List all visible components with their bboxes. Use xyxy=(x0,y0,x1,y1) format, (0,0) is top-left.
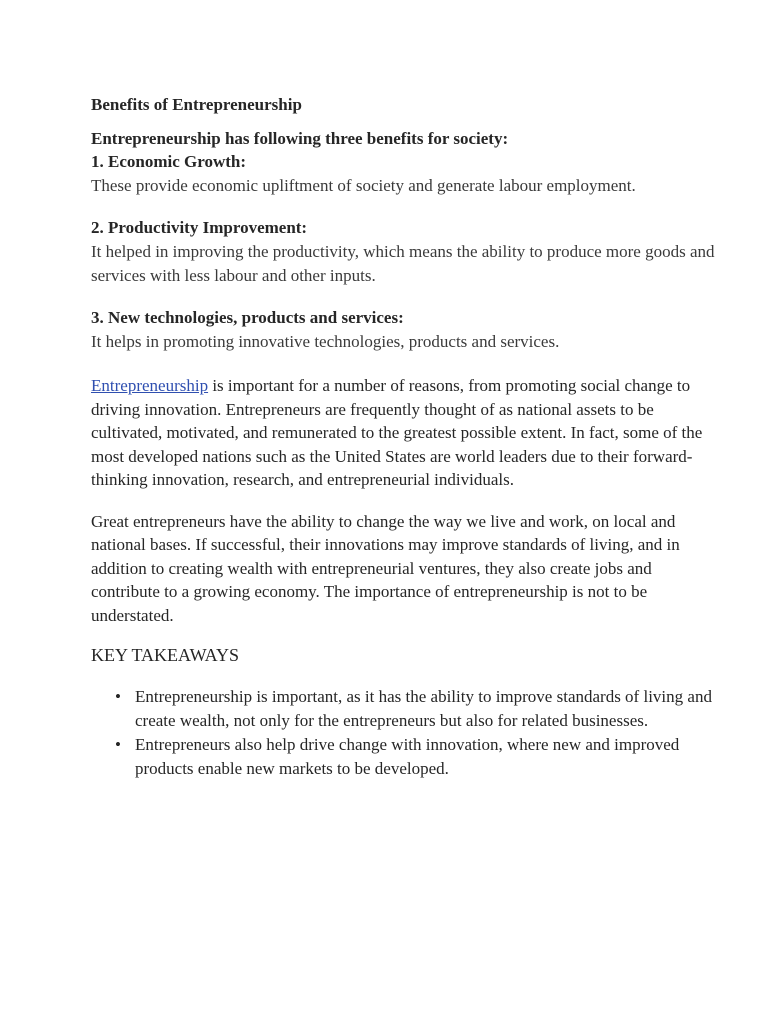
list-item xyxy=(91,685,721,732)
list-item-text: Entrepreneurs also help drive change with innovation, where new and improved products enable new markets to be developed. xyxy=(135,735,680,778)
benefit-text: It helped in improving the productivity, which means the ability to produce more goods and services with less labour and other inputs. xyxy=(91,242,715,285)
document-content xyxy=(91,94,721,781)
paragraph-great-entrepreneurs: Great entrepreneurs have the ability to change the way we live and work, on local and national bases. If successful, their innovations may improve standards of living, and in addition to creating wealth with entrepreneurial ventures, they also create jobs and contribute to a growing economy. The importance of entrepreneurship is not to be understated. xyxy=(91,511,680,625)
benefit-item-new-technologies xyxy=(91,306,721,354)
bullet-icon: • xyxy=(115,735,121,754)
benefit-text: It helps in promoting innovative technologies, products and services. xyxy=(91,332,560,351)
benefit-item-economic-growth xyxy=(91,150,721,198)
key-takeaways-list xyxy=(91,685,721,780)
paragraph-importance-text: is important for a number of reasons, from promoting social change to driving innovation. Entrepreneurs are frequently thought of as national assets to be cultivated, motivated, and remunerated to the greatest possible extent. In fact, some of the most developed nations such as the United States are world leaders due to their forward-thinking innovation, research, and entrepreneurial individuals. xyxy=(91,376,703,489)
benefits-intro-text: Entrepreneurship has following three benefits for society: xyxy=(91,129,509,148)
key-takeaways-heading: KEY TAKEAWAYS xyxy=(91,645,239,665)
benefit-title: 2. Productivity Improvement: xyxy=(91,218,308,237)
benefit-item-productivity xyxy=(91,216,721,288)
bullet-icon: • xyxy=(115,687,121,706)
paragraph-importance xyxy=(91,374,721,492)
benefits-intro xyxy=(91,128,721,150)
benefit-title: 1. Economic Growth: xyxy=(91,152,247,171)
list-item-text: Entrepreneurship is important, as it has the ability to improve standards of living and create wealth, not only for the entrepreneurs but also for related businesses. xyxy=(135,687,712,730)
benefit-text: These provide economic upliftment of society and generate labour employment. xyxy=(91,176,636,195)
list-item xyxy=(91,733,721,780)
benefit-title: 3. New technologies, products and services: xyxy=(91,308,404,327)
entrepreneurship-link[interactable]: Entrepreneurship xyxy=(91,376,209,395)
document-title: Benefits of Entrepreneurship xyxy=(91,95,302,114)
